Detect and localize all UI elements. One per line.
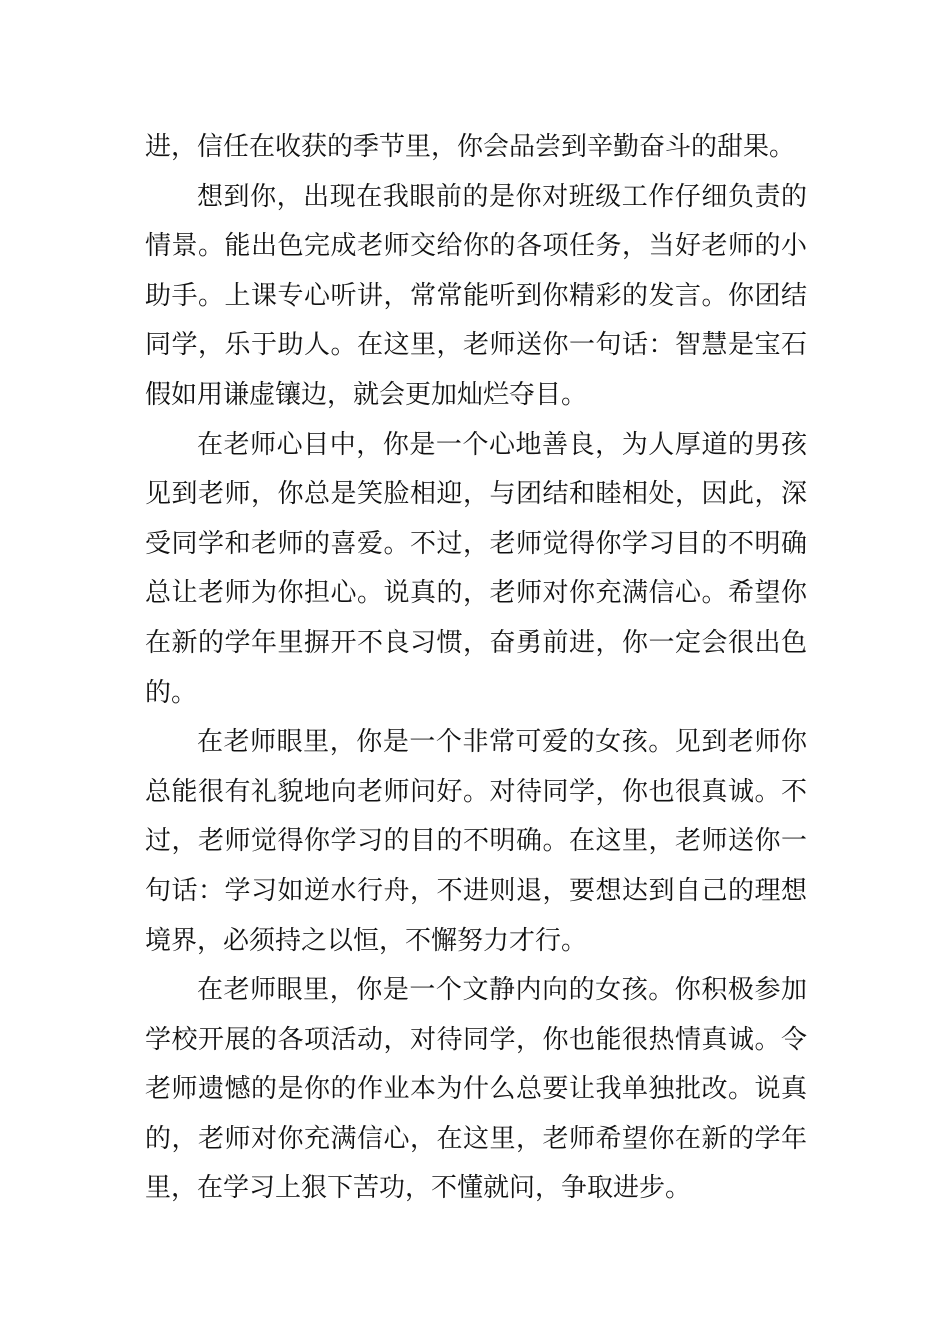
- paragraph-comment-3: 在老师眼里，你是一个非常可爱的女孩。见到老师你总能很有礼貌地向老师问好。对待同学，你也很真诚。不过，老师觉得你学习的目的不明确。在这里，老师送你一句话：学习如逆水行舟，不进则退，要想达到自己的理想境界，必须持之以恒，不懈努力才行。: [145, 727, 807, 956]
- paragraph-comment-2: 在老师心目中，你是一个心地善良，为人厚道的男孩见到老师，你总是笑脸相迎，与团结和睦相处，因此，深受同学和老师的喜爱。不过，老师觉得你学习目的不明确总让老师为你担心。说真的，老师对你充满信心。希望你在新的学年里摒开不良习惯，奋勇前进，你一定会很出色的。: [145, 429, 807, 708]
- paragraph-continuation: 进，信任在收获的季节里，你会品尝到辛勤奋斗的甜果。: [145, 132, 796, 162]
- paragraph-comment-1: 想到你，出现在我眼前的是你对班级工作仔细负责的情景。能出色完成老师交给你的各项任务，当好老师的小助手。上课专心听讲，常常能听到你精彩的发言。你团结同学，乐于助人。在这里，老师送你一句话：智慧是宝石假如用谦虚镶边，就会更加灿烂夺目。: [145, 181, 807, 410]
- document-body: [145, 123, 807, 1214]
- paragraph-comment-4: 在老师眼里，你是一个文静内向的女孩。你积极参加学校开展的各项活动，对待同学，你也能很热情真诚。令老师遗憾的是你的作业本为什么总要让我单独批改。说真的，老师对你充满信心，在这里，老师希望你在新的学年里，在学习上狠下苦功，不懂就问，争取进步。: [145, 975, 807, 1204]
